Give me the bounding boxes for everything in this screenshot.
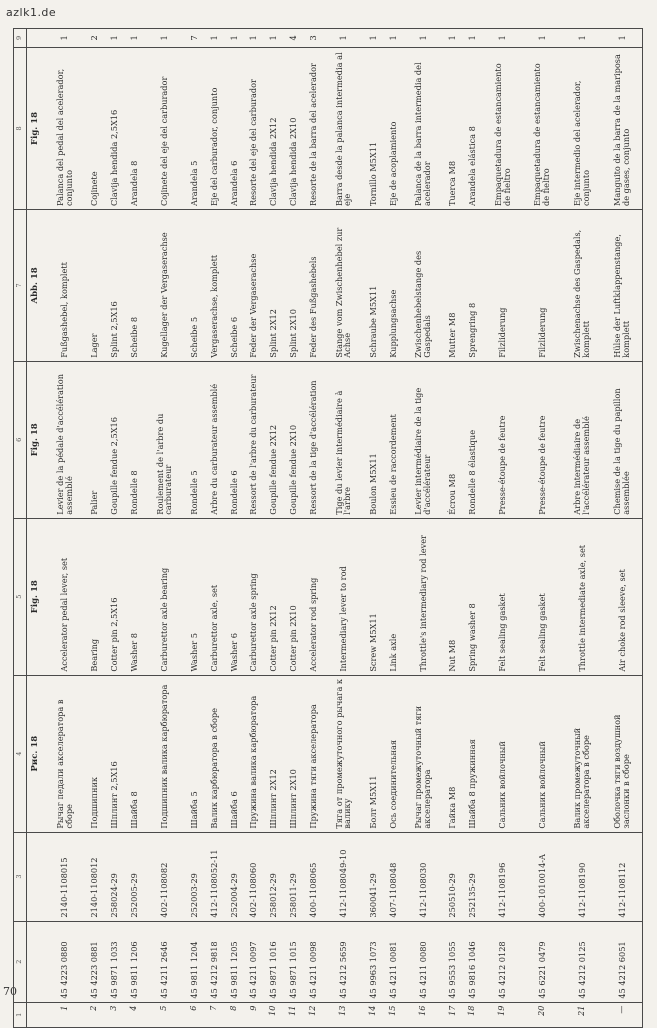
catalog-number: 45 9871 1016	[264, 921, 284, 1002]
row-index: 3	[109, 1005, 119, 1011]
col-number: 5	[14, 518, 27, 675]
row-index: 20	[537, 1005, 547, 1016]
name-german: Hülse der Luftklappenstange, komplett	[602, 210, 642, 362]
name-russian: Шайба 8	[125, 675, 145, 832]
part-number: 400-1108065	[304, 832, 324, 921]
table-row	[184, 29, 204, 1027]
name-french: Rondelle 6	[224, 361, 244, 518]
name-english: Link axle	[383, 518, 403, 675]
name-english: Accelerator pedal lever, set	[45, 518, 85, 675]
name-spanish: Palanca del pedal del acelerador, conjunto	[45, 47, 85, 209]
part-number: 402-1108060	[244, 832, 264, 921]
row-index: 18	[467, 1005, 477, 1016]
part-number: 252003-29	[184, 832, 204, 921]
col-number: 1	[14, 1002, 27, 1027]
catalog-number: 45 6221 0479	[522, 921, 562, 1002]
part-number: 2140-1108012	[85, 832, 105, 921]
name-spanish: Tornillo M5X11	[363, 47, 383, 209]
table-row	[204, 29, 224, 1027]
name-german: Filzliderung	[483, 210, 523, 362]
catalog-number: 45 9871 1015	[284, 921, 304, 1002]
name-russian: Шплинт 2X12	[264, 675, 284, 832]
table-row	[284, 29, 304, 1027]
name-spanish: Arandela elástica 8	[463, 47, 483, 209]
table-row	[324, 29, 364, 1027]
table-row	[264, 29, 284, 1027]
catalog-number: 45 4223 0880	[45, 921, 85, 1002]
catalog-number: 45 4212 0128	[483, 921, 523, 1002]
name-french: Boulon M5X11	[363, 361, 383, 518]
name-french: Arbre du carburateur assemblé	[204, 361, 224, 518]
name-french: Goupille fendue 2X10	[284, 361, 304, 518]
name-german: Zwischenhebelstange des Gaspedals	[403, 210, 443, 362]
quantity: 1	[144, 29, 184, 47]
part-number: 412-1108112	[602, 832, 642, 921]
row-index: 5	[159, 1005, 169, 1011]
table-row	[403, 29, 443, 1027]
part-number: 2140-1108015	[45, 832, 85, 921]
quantity: 1	[403, 29, 443, 47]
row-index: 6	[188, 1005, 198, 1011]
name-russian: Валик промежуточный акселератора в сборе	[562, 675, 602, 832]
catalog-number: 45 4211 0098	[304, 921, 324, 1002]
name-german: Schraube M5X11	[363, 210, 383, 362]
quantity: 1	[264, 29, 284, 47]
table-row	[483, 29, 523, 1027]
quantity: 1	[363, 29, 383, 47]
name-english: Screw M5X11	[363, 518, 383, 675]
row-index: 17	[447, 1005, 457, 1016]
part-number: 412-1108190	[562, 832, 602, 921]
quantity: 2	[85, 29, 105, 47]
name-german: Sprengring 8	[463, 210, 483, 362]
catalog-number: 45 4211 0097	[244, 921, 264, 1002]
name-english: Throttle's intermediary rod lever	[403, 518, 443, 675]
part-number: 412-1108052-11	[204, 832, 224, 921]
name-french: Écrou M8	[443, 361, 463, 518]
table-row	[443, 29, 463, 1027]
row-index: 1	[59, 1005, 69, 1011]
name-russian: Пружина валика карбюратора	[244, 675, 264, 832]
catalog-number: 45 9963 1073	[363, 921, 383, 1002]
name-french: Chemise de la tige du papillon assemblée	[602, 361, 642, 518]
name-german: Feder der Vergaserachse	[244, 210, 264, 362]
name-spanish: Clavija hendida 2,5X16	[105, 47, 125, 209]
col-number: 2	[14, 921, 27, 1002]
name-english: Cotter pin 2X12	[264, 518, 284, 675]
name-spanish: Eje intermedio del acelerador, conjunto	[562, 47, 602, 209]
name-russian: Сальник войлочный	[522, 675, 562, 832]
name-russian: Шайба 8 пружинная	[463, 675, 483, 832]
row-index: 15	[387, 1005, 397, 1016]
name-russian: Ось соединительная	[383, 675, 403, 832]
quantity: 1	[483, 29, 523, 47]
name-english: Air choke rod sleeve, set	[602, 518, 642, 675]
table-row	[144, 29, 184, 1027]
figure-header	[27, 832, 46, 921]
col-number: 6	[14, 361, 27, 518]
quantity: 1	[383, 29, 403, 47]
name-russian: Тяга от промежуточного рычага к валику	[324, 675, 364, 832]
name-french: Ressort de l'arbre du carburateur	[244, 361, 264, 518]
quantity: 4	[284, 29, 304, 47]
name-french: Levier de la pédale d'accélération assemblé	[45, 361, 85, 518]
table-row	[45, 29, 85, 1027]
name-english: Felt sealing gasket	[483, 518, 523, 675]
table-row	[602, 29, 642, 1027]
name-spanish: Clavija hendida 2X10	[284, 47, 304, 209]
name-german: Splint 2X12	[264, 210, 284, 362]
table-row	[224, 29, 244, 1027]
part-number: 400-1010014-A	[522, 832, 562, 921]
table-row	[562, 29, 602, 1027]
part-number: 250510-29	[443, 832, 463, 921]
name-russian: Оболочка тяги воздушной заслонки в сборе	[602, 675, 642, 832]
name-german: Stange vom Zwischenhebel zur Achse	[324, 210, 364, 362]
name-french: Palier	[85, 361, 105, 518]
col-number: 3	[14, 832, 27, 921]
name-russian: Шплинт 2X10	[284, 675, 304, 832]
row-index: 12	[308, 1005, 318, 1016]
page-number: 70	[3, 985, 17, 998]
name-french: Rondelle 8	[125, 361, 145, 518]
part-number: 252004-29	[224, 832, 244, 921]
quantity: 1	[443, 29, 463, 47]
catalog-number: 45 4211 2646	[144, 921, 184, 1002]
quantity: 1	[224, 29, 244, 47]
row-index: 16	[417, 1005, 427, 1016]
name-russian: Шайба 5	[184, 675, 204, 832]
name-french: Rondelle 5	[184, 361, 204, 518]
table-row	[244, 29, 264, 1027]
table-row	[383, 29, 403, 1027]
quantity: 1	[562, 29, 602, 47]
quantity: 1	[105, 29, 125, 47]
name-german: Feder des Fußgashebels	[304, 210, 324, 362]
table-row	[85, 29, 105, 1027]
name-spanish: Barra desde la palanca intermedia al eje	[324, 47, 364, 209]
column-number-row	[14, 29, 27, 1027]
name-russian: Валик карбюратора в сборе	[204, 675, 224, 832]
name-russian: Рычаг педали акселератора в сборе	[45, 675, 85, 832]
row-index: 11	[288, 1005, 298, 1016]
row-index: 13	[338, 1005, 348, 1016]
name-french: Roulement de l'arbre du carburateur	[144, 361, 184, 518]
name-german: Kugellager der Vergaserachse	[144, 210, 184, 362]
name-german: Splint 2X10	[284, 210, 304, 362]
parts-table-frame	[13, 28, 643, 1028]
name-english: Accelerator rod spring	[304, 518, 324, 675]
catalog-number: 45 9811 1206	[125, 921, 145, 1002]
name-german: Scheibe 5	[184, 210, 204, 362]
catalog-number: 45 4223 0881	[85, 921, 105, 1002]
name-english: Intermediary lever to rod	[324, 518, 364, 675]
name-spanish: Cojinete del eje del carburador	[144, 47, 184, 209]
quantity: 1	[125, 29, 145, 47]
row-index: 8	[228, 1005, 238, 1011]
name-spanish: Eje del carburador, conjunto	[204, 47, 224, 209]
part-number: 252135-29	[463, 832, 483, 921]
name-english: Carburettor axle, set	[204, 518, 224, 675]
name-spanish: Resorte del eje del carburador	[244, 47, 264, 209]
catalog-number: 45 9811 1204	[184, 921, 204, 1002]
figure-header	[27, 29, 46, 47]
table-body	[45, 29, 642, 1027]
table-row	[105, 29, 125, 1027]
part-number: 407-1108048	[383, 832, 403, 921]
table-row	[363, 29, 383, 1027]
table-row	[463, 29, 483, 1027]
part-number: 258011-29	[284, 832, 304, 921]
figure-header-ru: Рис. 18	[27, 675, 46, 832]
figure-header-de: Abb. 18	[27, 210, 46, 362]
name-german: Vergaserachse, komplett	[204, 210, 224, 362]
name-english: Bearing	[85, 518, 105, 675]
part-number: 412-1108030	[403, 832, 443, 921]
row-index: 10	[268, 1005, 278, 1016]
figure-header-fr: Fig. 18	[27, 361, 46, 518]
name-english: Carburettor axle bearing	[144, 518, 184, 675]
quantity: 1	[324, 29, 364, 47]
row-index: 21	[576, 1005, 586, 1016]
part-number: 360041-29	[363, 832, 383, 921]
col-number: 7	[14, 210, 27, 362]
quantity: 7	[184, 29, 204, 47]
name-german: Mutter M8	[443, 210, 463, 362]
part-number: 412-1108049-10	[324, 832, 364, 921]
name-spanish: Eje de acoplamiento	[383, 47, 403, 209]
table-row	[304, 29, 324, 1027]
name-english: Cotter pin 2X10	[284, 518, 304, 675]
col-number: 8	[14, 47, 27, 209]
quantity: 1	[244, 29, 264, 47]
name-spanish: Tuerca M8	[443, 47, 463, 209]
row-index: 9	[248, 1005, 258, 1011]
name-english: Washer 5	[184, 518, 204, 675]
name-french: Essieu de raccordement	[383, 361, 403, 518]
name-spanish: Arandela 8	[125, 47, 145, 209]
name-spanish: Manguito de la barra de la mariposa de gases, conjunto	[602, 47, 642, 209]
col-number: 4	[14, 675, 27, 832]
catalog-number: 45 9871 1033	[105, 921, 125, 1002]
row-index: 4	[129, 1005, 139, 1011]
catalog-number: 45 4212 9818	[204, 921, 224, 1002]
catalog-number: 45 9811 1205	[224, 921, 244, 1002]
figure-header-en: Fig. 18	[27, 518, 46, 675]
name-russian: Болт M5X11	[363, 675, 383, 832]
figure-header	[27, 921, 46, 1002]
name-french: Arbre intermédiaire de l'accélérateur assemblé	[562, 361, 602, 518]
row-index: 19	[497, 1005, 507, 1016]
name-german: Fußgashebel, komplett	[45, 210, 85, 362]
row-index: 2	[89, 1005, 99, 1011]
col-number: 9	[14, 29, 27, 47]
row-index: 14	[367, 1005, 377, 1016]
part-number: 258012-29	[264, 832, 284, 921]
quantity: 1	[522, 29, 562, 47]
name-russian: Подшипник валика карбюратора	[144, 675, 184, 832]
name-english: Carburettor axle spring	[244, 518, 264, 675]
watermark: azlk1.de	[6, 6, 57, 19]
name-german: Lager	[85, 210, 105, 362]
name-russian: Сальник войлочный	[483, 675, 523, 832]
name-russian: Шплинт 2,5X16	[105, 675, 125, 832]
name-spanish: Arandela 5	[184, 47, 204, 209]
quantity: 1	[204, 29, 224, 47]
name-german: Splint 2,5X16	[105, 210, 125, 362]
name-spanish: Empaquetadura de estancamiento de fieltro	[483, 47, 523, 209]
name-russian: Подшипник	[85, 675, 105, 832]
quantity: 1	[602, 29, 642, 47]
name-english: Cotter pin 2,5X16	[105, 518, 125, 675]
name-russian: Рычаг промежуточный тяги акселератора	[403, 675, 443, 832]
catalog-number: 45 9816 1046	[463, 921, 483, 1002]
name-spanish: Empaquetadura de estancamiento de fieltro	[522, 47, 562, 209]
name-english: Washer 8	[125, 518, 145, 675]
name-english: Washer 6	[224, 518, 244, 675]
name-french: Ressort de la tige d'accélération	[304, 361, 324, 518]
name-russian: Шайба 6	[224, 675, 244, 832]
name-french: Goupille fendue 2,5X16	[105, 361, 125, 518]
name-english: Spring washer 8	[463, 518, 483, 675]
parts-table	[14, 29, 642, 1027]
figure-header-es: Fig. 18	[27, 47, 46, 209]
catalog-number: 45 4211 0081	[383, 921, 403, 1002]
name-german: Kupplungsachse	[383, 210, 403, 362]
quantity: 3	[304, 29, 324, 47]
catalog-number: 45 9553 1055	[443, 921, 463, 1002]
figure-header	[27, 1002, 46, 1027]
row-index: —	[616, 1005, 626, 1014]
name-russian: Гайка M8	[443, 675, 463, 832]
name-french: Goupille fendue 2X12	[264, 361, 284, 518]
part-number: 252005-29	[125, 832, 145, 921]
table-row	[125, 29, 145, 1027]
part-number: 258024-29	[105, 832, 125, 921]
catalog-number: 45 4212 0125	[562, 921, 602, 1002]
figure-header-row	[27, 29, 46, 1027]
name-spanish: Clavija hendida 2X12	[264, 47, 284, 209]
name-russian: Пружина тяги акселератора	[304, 675, 324, 832]
name-german: Filzliderung	[522, 210, 562, 362]
name-german: Scheibe 6	[224, 210, 244, 362]
name-spanish: Arandela 6	[224, 47, 244, 209]
name-english: Throttle intermediate axle, set	[562, 518, 602, 675]
name-french: Rondelle 8 élastique	[463, 361, 483, 518]
name-french: Levier intermédiaire de la tige d'accélérateur	[403, 361, 443, 518]
name-german: Scheibe 8	[125, 210, 145, 362]
row-index: 7	[208, 1005, 218, 1011]
name-english: Felt sealing gasket	[522, 518, 562, 675]
name-spanish: Resorte de la barra del acelerador	[304, 47, 324, 209]
quantity: 1	[45, 29, 85, 47]
catalog-number: 45 4212 5659	[324, 921, 364, 1002]
name-french: Presse-étoupe de feutre	[483, 361, 523, 518]
name-english: Nut M8	[443, 518, 463, 675]
catalog-number: 45 4212 6051	[602, 921, 642, 1002]
name-german: Zwischenachse des Gaspedals, komplett	[562, 210, 602, 362]
catalog-number: 45 4211 0080	[403, 921, 443, 1002]
table-row	[522, 29, 562, 1027]
part-number: 412-1108196	[483, 832, 523, 921]
name-french: Tige du levier intermédiaire à l'arbre	[324, 361, 364, 518]
name-spanish: Palanca de la barra intermedia del acelerador	[403, 47, 443, 209]
name-spanish: Cojinete	[85, 47, 105, 209]
quantity: 1	[463, 29, 483, 47]
name-french: Presse-étoupe de feutre	[522, 361, 562, 518]
part-number: 402-1108082	[144, 832, 184, 921]
